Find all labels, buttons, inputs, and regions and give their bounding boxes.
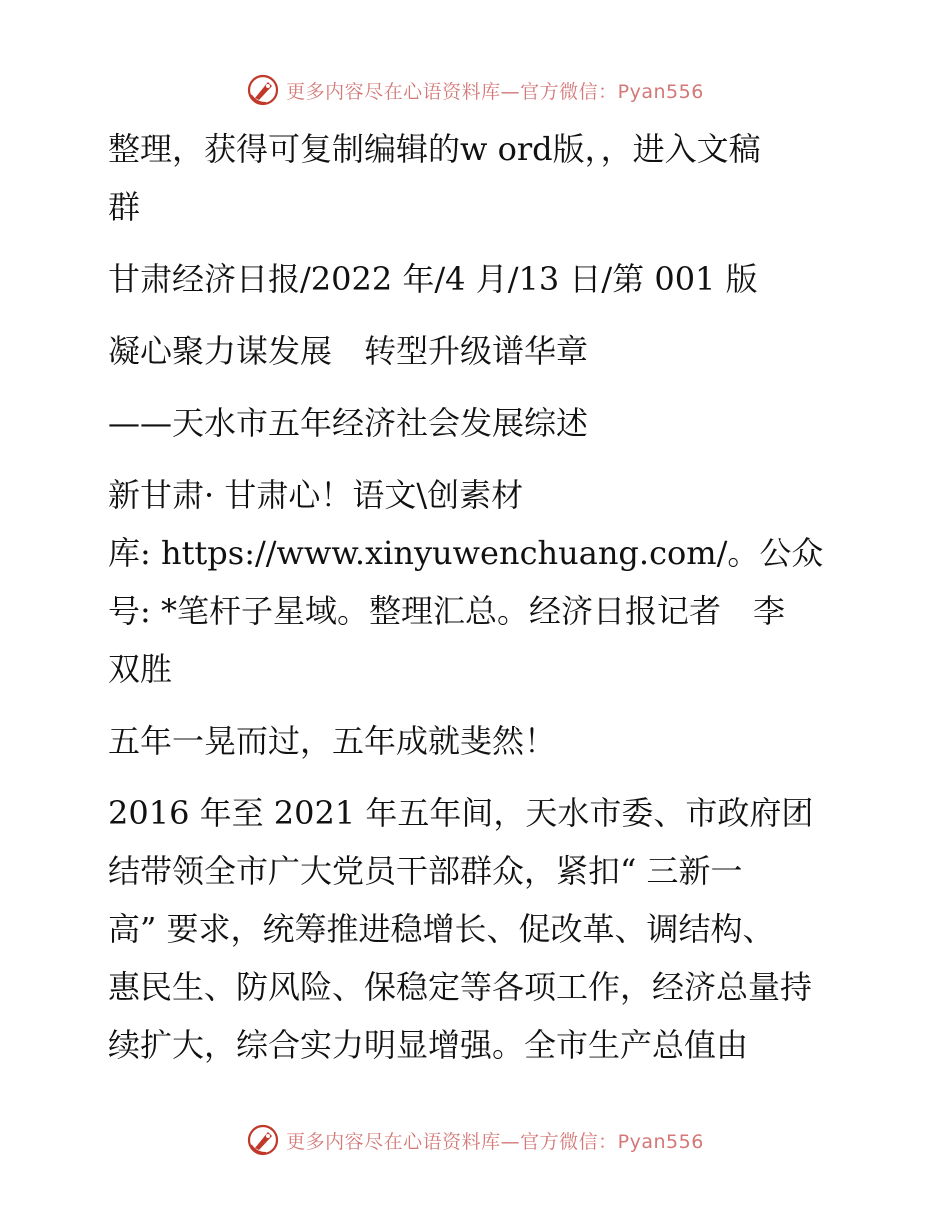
text-line: 续扩大，综合实力明显增强。全市生产总值由 <box>108 1026 749 1064</box>
paragraph-byline <box>98 466 858 698</box>
document-body <box>98 120 858 1088</box>
text-line: 整理，获得可复制编辑的w ord版，，进入文稿 <box>108 130 761 168</box>
text-line: 2016 年至 2021 年五年间，天水市委、市政府团 <box>108 794 814 832</box>
article-subtitle <box>98 394 858 452</box>
text-line: 库: https://www.xinyuwenchuang.com/。公众 <box>108 534 824 572</box>
pen-nib-logo-icon <box>246 73 280 107</box>
paragraph-intro-note <box>98 120 858 236</box>
paragraph-lead <box>98 712 858 770</box>
text-line: 高” 要求，统筹推进稳增长、促改革、调结构、 <box>108 910 775 948</box>
text-line: 惠民生、防风险、保稳定等各项工作，经济总量持 <box>108 968 813 1006</box>
banner-text: 更多内容尽在心语资料库—官方微信：Pyan556 <box>286 80 704 103</box>
article-title <box>98 322 858 380</box>
text-line: 甘肃经济日报/2022 年/4 月/13 日/第 001 版 <box>108 260 758 298</box>
text-line: 结带领全市广大党员干部群众，紧扣“ 三新一 <box>108 852 743 890</box>
text-line: 新甘肃· 甘肃心！语文\创素材 <box>108 476 524 514</box>
banner-text: 更多内容尽在心语资料库—官方微信：Pyan556 <box>286 1130 704 1153</box>
paragraph-source <box>98 250 858 308</box>
banner-inner <box>246 1123 704 1157</box>
text-line: 双胜 <box>108 650 173 688</box>
text-line: 群 <box>108 188 141 226</box>
text-line: 五年一晃而过，五年成就斐然！ <box>108 722 557 760</box>
pen-nib-logo-icon <box>246 1123 280 1157</box>
text-line: 凝心聚力谋发展 转型升级谱华章 <box>108 332 589 370</box>
footer-watermark-banner <box>0 1120 950 1160</box>
text-line: 号: *笔杆子星域。整理汇总。经济日报记者 李 <box>108 592 785 630</box>
text-line: ——天水市五年经济社会发展综述 <box>108 404 589 442</box>
banner-inner <box>246 73 704 107</box>
header-watermark-banner <box>0 70 950 110</box>
paragraph-body <box>98 784 858 1074</box>
